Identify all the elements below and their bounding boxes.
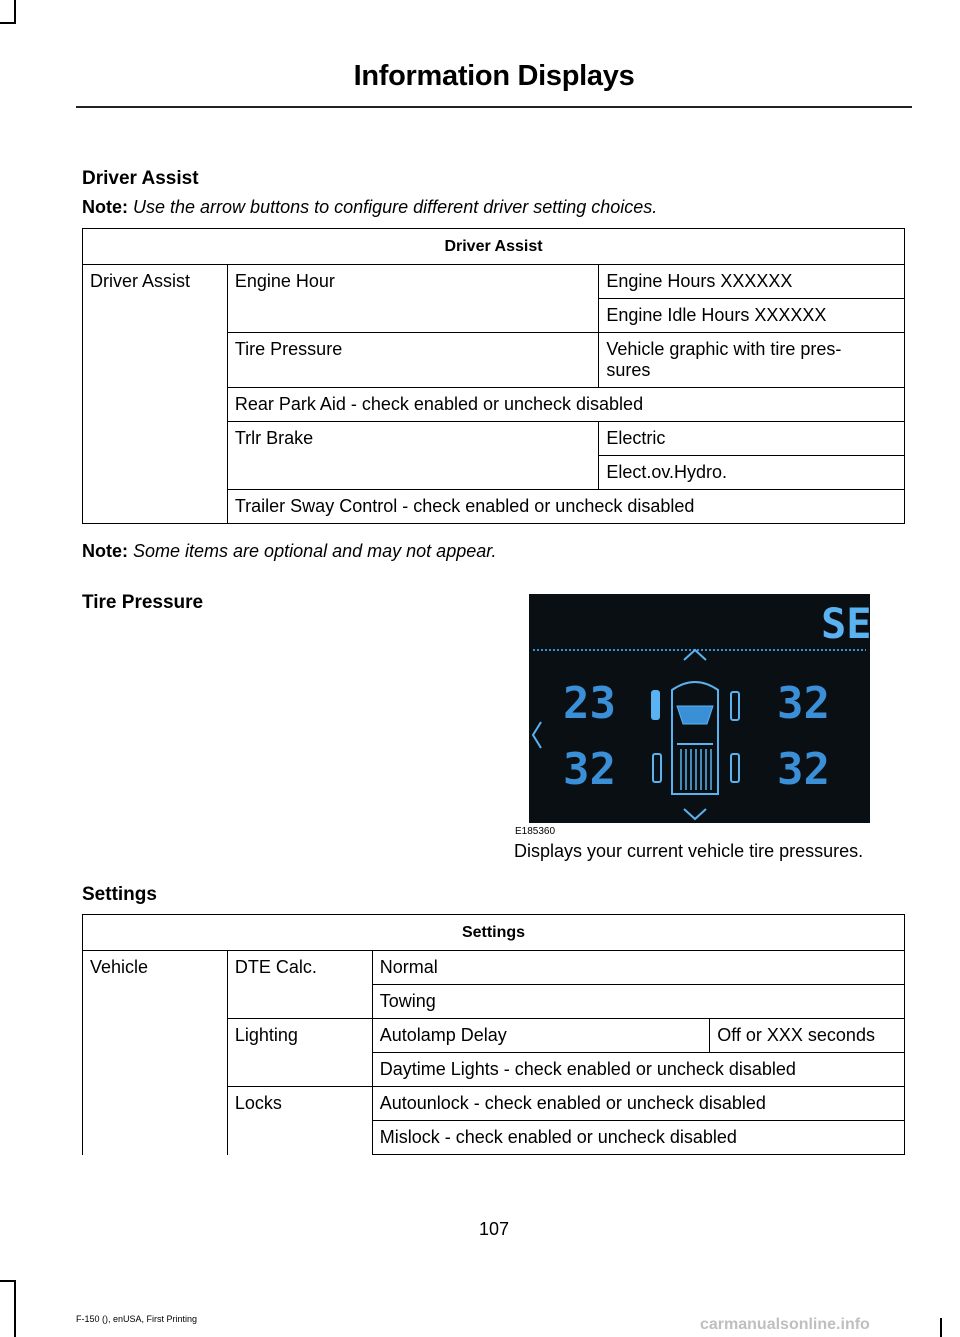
crop-mark-bottom-right-v (940, 1318, 942, 1337)
crop-mark-top-left-v (14, 0, 16, 24)
table-cell: DTE Calc. (227, 951, 372, 1019)
note-label: Note: (82, 541, 128, 561)
rear-left-pressure: 32 (563, 744, 616, 795)
table-cell: Normal (372, 951, 904, 985)
optional-items-note (82, 541, 497, 562)
cell-line: sures (606, 360, 651, 380)
front-right-pressure: 32 (777, 678, 830, 729)
rear-right-pressure: 32 (777, 744, 830, 795)
table-cell: Vehicle (83, 951, 228, 1155)
front-left-tire-icon (651, 690, 660, 720)
driver-assist-heading: Driver Assist (82, 168, 199, 189)
table-cell: Driver Assist (83, 265, 228, 524)
note-text: Some items are optional and may not appear. (133, 541, 497, 561)
table-cell: Locks (227, 1087, 372, 1155)
table-cell (599, 333, 905, 388)
table-title: Settings (83, 915, 905, 951)
tire-pressure-heading: Tire Pressure (82, 592, 204, 613)
cluster-display (529, 594, 870, 823)
page-header-title: Information Displays (353, 60, 635, 92)
table-cell: Engine Idle Hours XXXXXX (599, 299, 905, 333)
cell-line: Vehicle graphic with tire pres- (606, 339, 842, 359)
table-cell: Autounlock - check enabled or uncheck disabled (372, 1087, 904, 1121)
table-cell: Off or XXX seconds (710, 1019, 905, 1053)
table-cell: Trailer Sway Control - check enabled or uncheck disabled (227, 490, 904, 524)
tire-pressure-display-image (529, 594, 870, 823)
table-cell: Mislock - check enabled or uncheck disabled (372, 1121, 904, 1155)
table-cell: Lighting (227, 1019, 372, 1087)
note-text: Use the arrow buttons to configure different driver setting choices. (133, 197, 658, 217)
table-cell: Rear Park Aid - check enabled or uncheck disabled (227, 388, 904, 422)
crop-mark-top-left-h (0, 22, 16, 24)
table-cell: Towing (372, 985, 904, 1019)
image-caption: Displays your current vehicle tire pressures. (514, 841, 864, 861)
driver-assist-note (82, 197, 657, 218)
table-cell: Engine Hour (227, 265, 598, 333)
crop-mark-bottom-left-v (14, 1280, 16, 1337)
table-cell: Engine Hours XXXXXX (599, 265, 905, 299)
watermark: carmanualsonline.info (700, 1316, 870, 1333)
crop-mark-bottom-left-h (0, 1280, 16, 1282)
edition-footer: F-150 (), enUSA, First Printing (76, 1314, 198, 1324)
table-cell: Daytime Lights - check enabled or uncheck disabled (372, 1053, 904, 1087)
table-cell: Autolamp Delay (372, 1019, 710, 1053)
note-label: Note: (82, 197, 128, 217)
image-code: E185360 (515, 826, 556, 837)
settings-heading: Settings (82, 884, 157, 905)
header-rule (76, 106, 912, 108)
page-number: 107 (478, 1219, 510, 1239)
table-title: Driver Assist (83, 229, 905, 265)
table-cell: Elect.ov.Hydro. (599, 456, 905, 490)
table-cell: Tire Pressure (227, 333, 598, 388)
settings-table (82, 914, 905, 1155)
compass-heading: SE (821, 599, 870, 648)
driver-assist-table (82, 228, 905, 524)
front-left-pressure: 23 (563, 678, 616, 729)
table-cell: Electric (599, 422, 905, 456)
table-cell: Trlr Brake (227, 422, 598, 490)
